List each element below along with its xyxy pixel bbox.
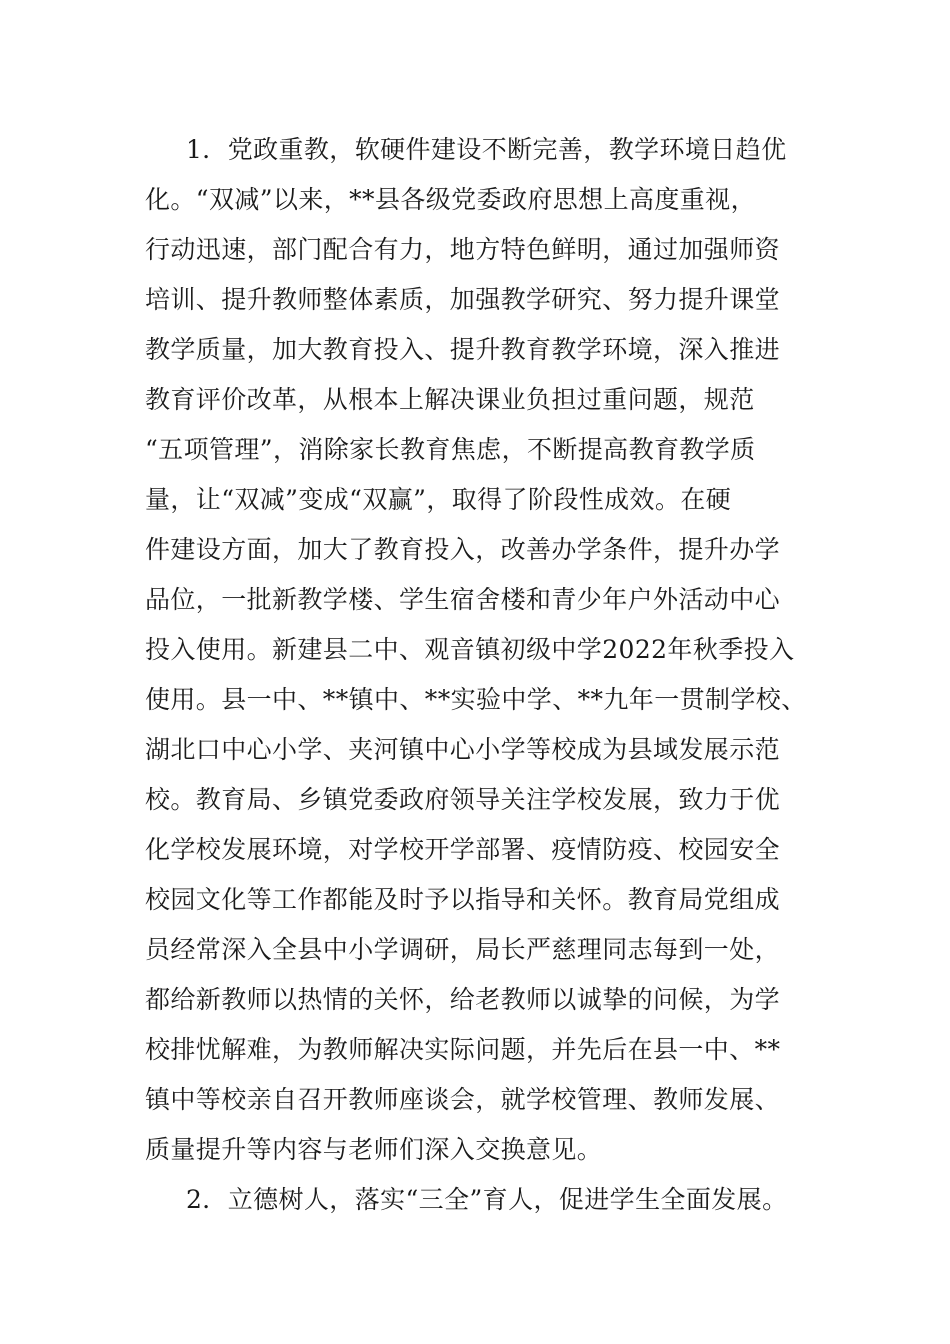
paragraph-1-line-12: 使用。县一中、**镇中、**实验中学、**九年一贯制学校、 xyxy=(145,685,807,714)
paragraph-1-line-19: 校排忧解难，为教师解决实际问题，并先后在县一中、** xyxy=(145,1035,781,1064)
paragraph-1-line-15: 化学校发展环境，对学校开学部署、疫情防疫、校园安全 xyxy=(145,835,781,864)
paragraph-1-line-9: 件建设方面，加大了教育投入，改善办学条件，提升办学 xyxy=(145,535,781,564)
paragraph-1-line-1: 1．党政重教，软硬件建设不断完善，教学环境日趋优 xyxy=(186,135,787,164)
paragraph-1-line-18: 都给新教师以热情的关怀，给老教师以诚挚的问候，为学 xyxy=(145,985,781,1014)
paragraph-1-line-5: 教学质量，加大教育投入、提升教育教学环境，深入推进 xyxy=(145,335,781,364)
paragraph-1-line-17: 员经常深入全县中小学调研，局长严慈理同志每到一处， xyxy=(145,935,781,964)
paragraph-1-line-21: 质量提升等内容与老师们深入交换意见。 xyxy=(145,1135,603,1164)
paragraph-1-line-2: 化。“双减”以来，**县各级党委政府思想上高度重视， xyxy=(145,185,756,214)
paragraph-1-line-4: 培训、提升教师整体素质，加强教学研究、努力提升课堂 xyxy=(145,285,781,314)
paragraph-1-line-3: 行动迅速，部门配合有力，地方特色鲜明，通过加强师资 xyxy=(145,235,781,264)
paragraph-1-line-6: 教育评价改革，从根本上解决课业负担过重问题，规范 xyxy=(145,385,755,414)
paragraph-1-line-13: 湖北口中心小学、夹河镇中心小学等校成为县域发展示范 xyxy=(145,735,781,764)
paragraph-2-line-1: 2．立德树人，落实“三全”育人，促进学生全面发展。 xyxy=(186,1185,788,1214)
paragraph-1-line-10: 品位，一批新教学楼、学生宿舍楼和青少年户外活动中心 xyxy=(145,585,781,614)
paragraph-1-line-16: 校园文化等工作都能及时予以指导和关怀。教育局党组成 xyxy=(145,885,781,914)
paragraph-1-line-14: 校。教育局、乡镇党委政府领导关注学校发展，致力于优 xyxy=(145,785,781,814)
paragraph-1-line-7: “五项管理”，消除家长教育焦虑，不断提高教育教学质 xyxy=(145,435,756,464)
paragraph-1-line-11: 投入使用。新建县二中、观音镇初级中学2022年秋季投入 xyxy=(145,635,795,664)
paragraph-1-line-8: 量，让“双减”变成“双赢”，取得了阶段性成效。在硬 xyxy=(145,485,732,514)
paragraph-1-line-20: 镇中等校亲自召开教师座谈会，就学校管理、教师发展、 xyxy=(145,1085,781,1114)
